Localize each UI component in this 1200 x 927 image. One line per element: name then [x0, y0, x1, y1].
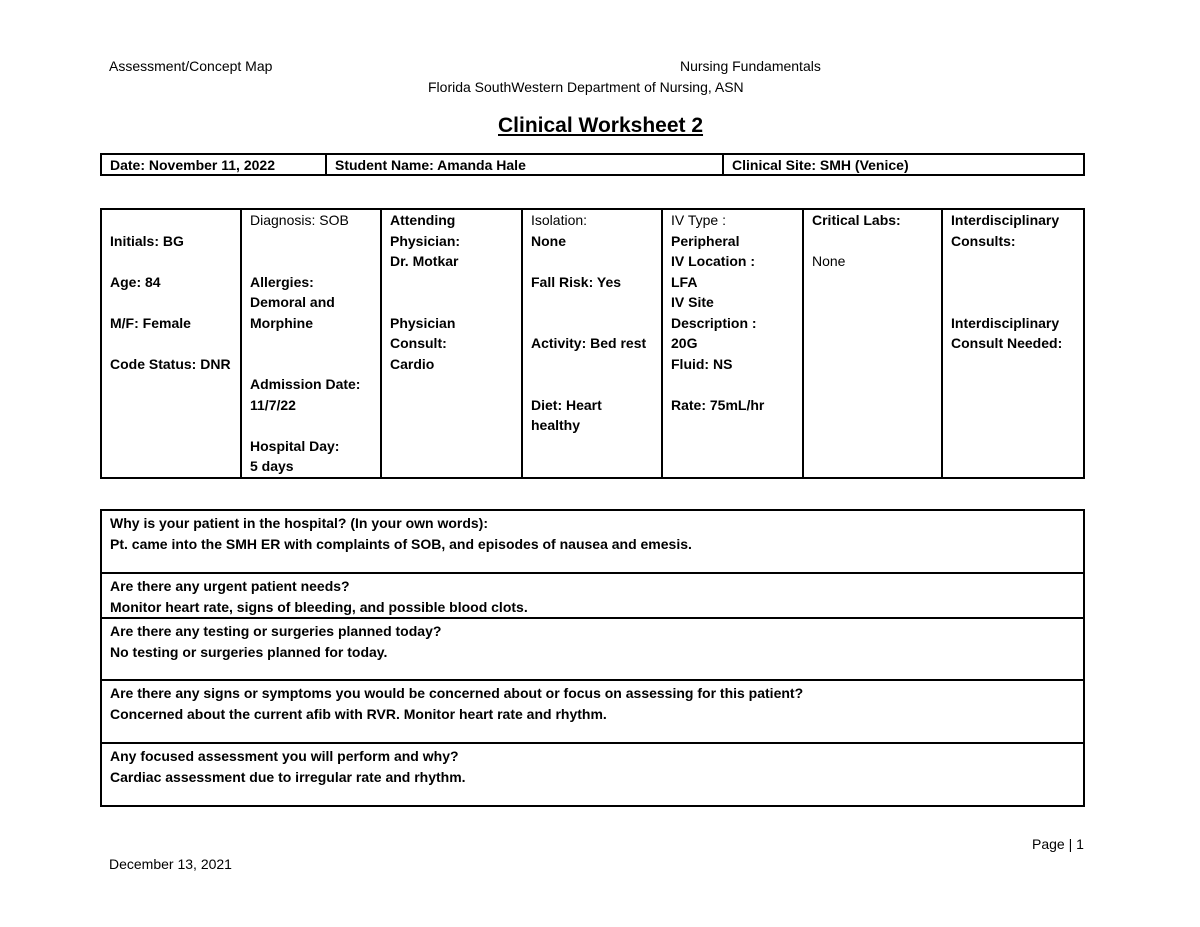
activity: Activity: Bed rest [531, 335, 647, 351]
admission-date-label: Admission Date: [250, 376, 361, 392]
pat-line [250, 415, 372, 436]
answer-text: No testing or surgeries planned for today. [110, 643, 388, 660]
physician-consult-label: Physician [390, 314, 456, 331]
diagnosis-cell [241, 209, 381, 478]
footer-date: December 13, 2021 [109, 856, 232, 872]
pat-line [531, 313, 653, 334]
question-block [101, 573, 1084, 618]
critical-labs-value: None [812, 253, 846, 269]
question-block [101, 618, 1084, 680]
allergies-value: Demoral and [250, 294, 335, 310]
header-right: Nursing Fundamentals [680, 58, 821, 74]
header-left: Assessment/Concept Map [109, 58, 273, 74]
isolation-label: Isolation: [531, 212, 588, 228]
critical-labs-cell [803, 209, 942, 478]
pat-line [250, 333, 372, 354]
question-text: Are there any testing or surgeries planned today? [110, 623, 442, 639]
age: Age: 84 [110, 273, 161, 290]
consult-needed-label: Consult Needed: [951, 335, 1063, 351]
pat-line [390, 272, 513, 293]
pat-line [531, 354, 653, 375]
iv-site-label: IV Site [671, 294, 714, 310]
pat-line [531, 374, 653, 395]
consults-label: Interdisciplinary [951, 212, 1060, 228]
pat-line [250, 251, 372, 272]
iv-location-value: LFA [671, 273, 698, 290]
critical-labs-label: Critical Labs: [812, 212, 901, 228]
question-text: Why is your patient in the hospital? (In your own words): [110, 515, 488, 531]
physician-consult-label: Consult: [390, 335, 447, 351]
iv-site-label: Description : [671, 314, 757, 331]
admission-date-value: 11/7/22 [250, 396, 296, 413]
pat-line [951, 292, 1075, 313]
pat-line [250, 354, 372, 375]
header-subtitle: Florida SouthWestern Department of Nursing, ASN [428, 79, 744, 95]
code-status: Code Status: DNR [110, 355, 231, 372]
pat-line [110, 210, 232, 231]
consult-needed-label: Interdisciplinary [951, 314, 1060, 331]
pat-line [812, 231, 933, 252]
question-text: Any focused assessment you will perform and why? [110, 748, 459, 764]
question-text: Are there any signs or symptoms you would be concerned about or focus on assessing for this patient? [110, 685, 804, 701]
attending-label: Physician: [390, 232, 461, 249]
rate: Rate: 75mL/hr [671, 396, 765, 413]
question-block [101, 510, 1084, 573]
allergies-label: Allergies: [250, 273, 314, 290]
answer-text: Cardiac assessment due to irregular rate and rhythm. [110, 768, 466, 785]
student-name-cell: Student Name: Amanda Hale [326, 154, 723, 175]
fluid: Fluid: NS [671, 355, 733, 372]
initials: Initials: BG [110, 232, 184, 249]
diet: Diet: Heart [531, 396, 602, 413]
pat-line [110, 292, 232, 313]
page-number: Page | 1 [1032, 836, 1084, 852]
iv-location-label: IV Location : [671, 253, 755, 269]
iv-site-value: 20G [671, 335, 698, 351]
diagnosis: Diagnosis: SOB [250, 212, 349, 228]
pat-line [951, 251, 1075, 272]
info-table [100, 153, 1085, 176]
pat-line [110, 333, 232, 354]
answer-text: Pt. came into the SMH ER with complaints of SOB, and episodes of nausea and emesis. [110, 535, 692, 552]
iv-cell [662, 209, 803, 478]
question-block [101, 743, 1084, 806]
physician-cell [381, 209, 522, 478]
consults-label: Consults: [951, 232, 1016, 249]
sex: M/F: Female [110, 314, 191, 331]
isolation-value: None [531, 232, 566, 249]
isolation-cell [522, 209, 662, 478]
allergies-value: Morphine [250, 314, 313, 331]
hospital-day-label: Hospital Day: [250, 437, 340, 454]
hospital-day-value: 5 days [250, 458, 294, 474]
iv-type-label: IV Type : [671, 212, 726, 228]
patient-demographics-cell [101, 209, 241, 478]
clinical-site-cell: Clinical Site: SMH (Venice) [723, 154, 1084, 175]
pat-line [110, 251, 232, 272]
consults-cell [942, 209, 1084, 478]
answer-text: Monitor heart rate, signs of bleeding, and possible blood clots. [110, 598, 528, 615]
questions-table [100, 509, 1085, 807]
pat-line [250, 231, 372, 252]
attending-physician: Dr. Motkar [390, 253, 459, 269]
pat-line [390, 292, 513, 313]
date-cell: Date: November 11, 2022 [101, 154, 326, 175]
physician-consult-value: Cardio [390, 355, 435, 372]
answer-text: Concerned about the current afib with RVR. Monitor heart rate and rhythm. [110, 705, 607, 722]
fall-risk: Fall Risk: Yes [531, 273, 622, 290]
iv-type-value: Peripheral [671, 232, 740, 249]
pat-line [531, 251, 653, 272]
diet: healthy [531, 417, 581, 433]
attending-label: Attending [390, 212, 456, 228]
page-title: Clinical Worksheet 2 [498, 114, 704, 137]
pat-line [531, 292, 653, 313]
question-block [101, 680, 1084, 743]
pat-line [671, 374, 794, 395]
patient-table [100, 208, 1085, 479]
pat-line [951, 272, 1075, 293]
question-text: Are there any urgent patient needs? [110, 578, 350, 594]
